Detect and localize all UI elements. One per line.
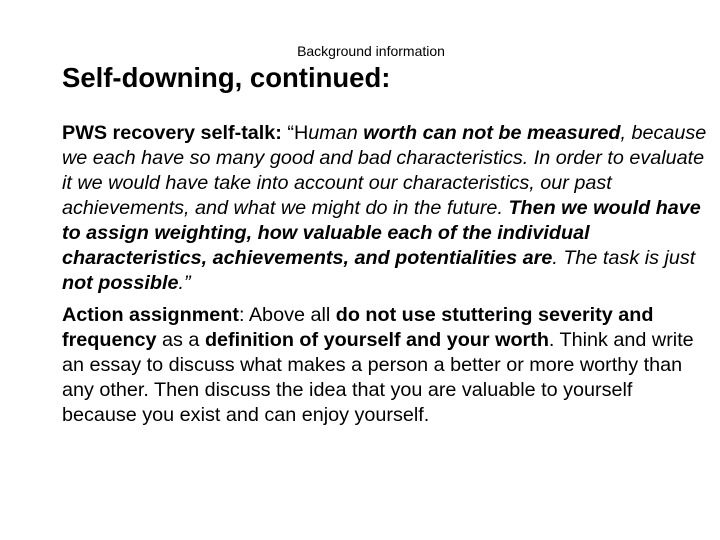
header-label: Background information	[297, 43, 445, 59]
action-text-2: as a	[156, 329, 205, 351]
slide-title: Self-downing, continued:	[62, 62, 391, 93]
self-talk-paragraph	[62, 121, 712, 296]
quote-segment-4: Then we would have to assign weighting, how valuable each of the individual characteristics, achievements, and potentialities are	[62, 197, 701, 269]
self-talk-lead: PWS recovery self-talk:	[62, 122, 282, 144]
quote-segment-2: worth can not be measured	[363, 122, 621, 144]
quote-segment-7: .”	[178, 272, 191, 294]
action-bold-2: definition of yourself and your worth	[204, 329, 549, 351]
slide-body	[62, 121, 712, 428]
quote-segment-6: not possible	[62, 272, 179, 294]
action-text-1: : Above all	[238, 304, 336, 326]
action-assignment-lead: Action assignment	[62, 304, 239, 326]
quote-segment-3: , because we each have so many good and bad characteristics. In order to evaluate it we would have take into account our characteristics, our past achievements, and what we might do in the future.	[62, 122, 707, 219]
quote-segment-5: . The task is just	[552, 247, 696, 269]
action-text-3: . Think and write an essay to discuss what makes a person a better or more worthy than any other. Then discuss the idea that you are valuable to yourself because you exist and can enjoy yourself.	[62, 329, 694, 426]
action-assignment-paragraph	[62, 303, 712, 428]
quote-segment-1: uman	[308, 122, 364, 144]
action-bold-1: do not use stuttering severity and frequency	[62, 304, 654, 351]
open-quote: “H	[281, 122, 309, 144]
